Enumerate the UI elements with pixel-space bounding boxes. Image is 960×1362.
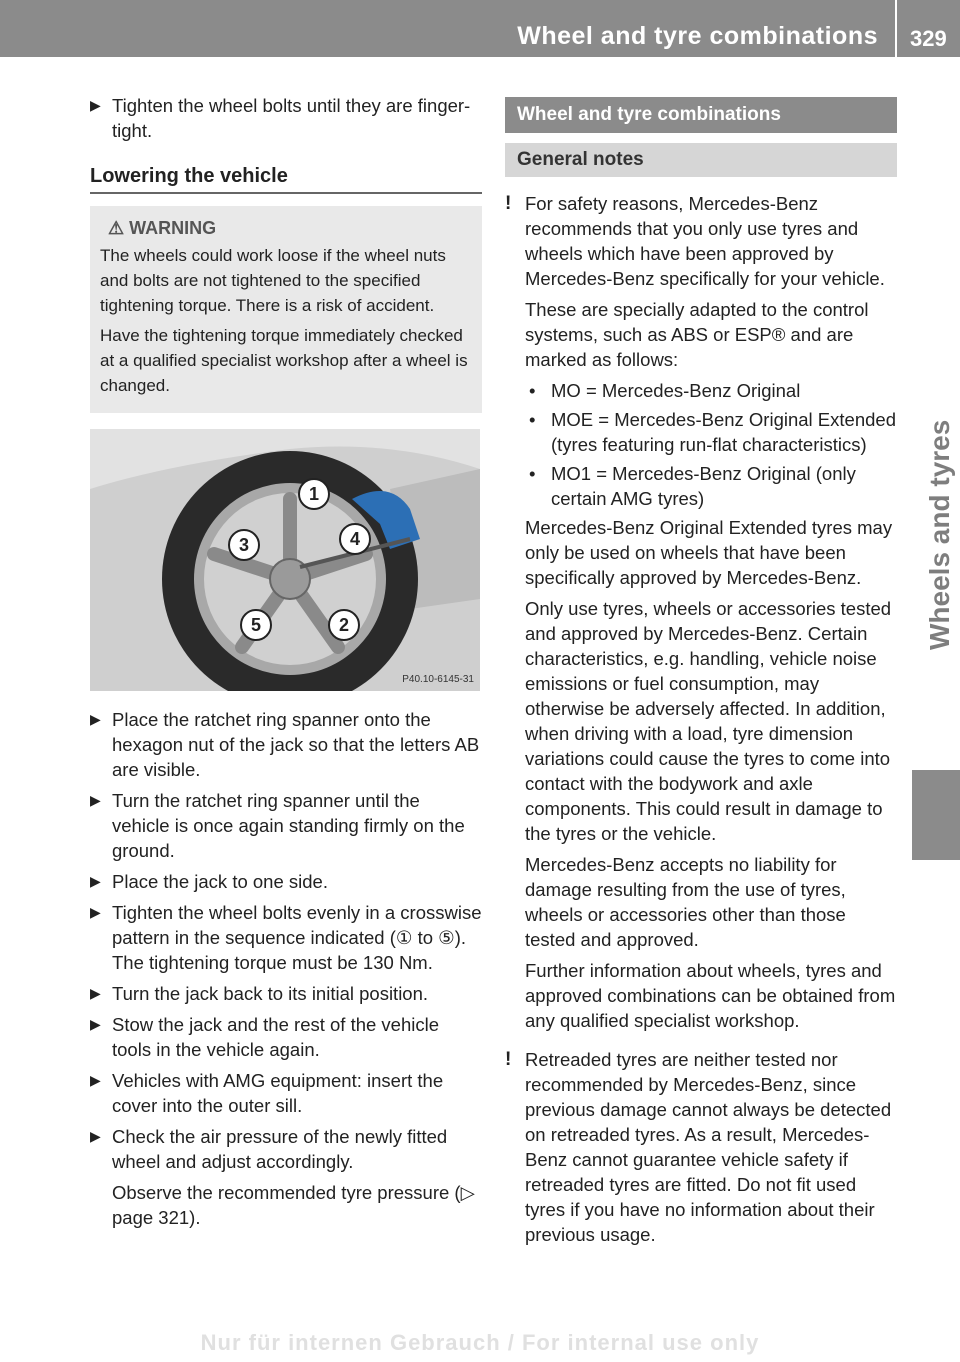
step-arrow-icon: ▶ xyxy=(90,904,101,920)
header-divider xyxy=(895,0,897,57)
note-paragraph: These are specially adapted to the control systems, such as ABS or ESP® and are marked as follows: xyxy=(525,299,869,370)
step-arrow-icon: ▶ xyxy=(90,1128,101,1144)
step-arrow-icon: ▶ xyxy=(90,97,101,113)
list-item: • MOE = Mercedes-Benz Original Extended (tyres featuring run-flat characteristics) xyxy=(529,409,896,455)
step-item: ▶ Vehicles with AMG equipment: insert the cover into the outer sill. xyxy=(90,1070,444,1116)
warning-text: The wheels could work loose if the wheel nuts and bolts are not tightened to the specified tightening torque. There is a risk of accident. xyxy=(100,246,446,315)
side-tab-label: Wheels and tyres xyxy=(924,419,955,650)
step-arrow-icon: ▶ xyxy=(90,985,101,1001)
step-item: ▶ Turn the jack back to its initial position. xyxy=(90,983,429,1004)
footer-watermark: Nur für internen Gebrauch / For internal use only xyxy=(200,1330,760,1355)
note-paragraph: Further information about wheels, tyres and approved combinations can be obtained from any qualified specialist workshop. xyxy=(525,960,896,1031)
step-arrow-icon: ▶ xyxy=(90,711,101,727)
warning-triangle-icon: ⚠ xyxy=(108,218,125,238)
bullet-icon: • xyxy=(529,409,536,430)
note-paragraph: Mercedes-Benz accepts no liability for damage resulting from the use of tyres, wheels or accessories other than those tested and approved. xyxy=(525,854,846,950)
observe-text: Observe the recommended tyre pressure (▷ page 321). xyxy=(112,1182,475,1228)
step-arrow-icon: ▶ xyxy=(90,792,101,808)
step-arrow-icon: ▶ xyxy=(90,1016,101,1032)
callout-4: 4 xyxy=(349,529,361,549)
step-item: ▶ Check the air pressure of the newly fitted wheel and adjust accordingly. xyxy=(90,1126,448,1172)
step-item xyxy=(90,93,482,143)
note-paragraph: Only use tyres, wheels or accessories tested and approved by Mercedes-Benz. Certain characteristics, e.g. handling, vehicle noise emissions or fuel consumption, may otherwise be adversely affected. In addition, when driving with a load, tyre dimension variations could cause the tyres to come into contact with the bodywork and axle components. This could result in damage to the tyres or the vehicle. xyxy=(525,598,892,844)
step-item: ▶ Place the jack to one side. xyxy=(90,871,328,892)
steps-list xyxy=(90,707,482,1230)
callout-5: 5 xyxy=(250,615,262,635)
caution-icon: ! xyxy=(505,193,512,214)
callout-3: 3 xyxy=(238,535,250,555)
bullet-icon: • xyxy=(529,380,536,401)
warning-advice: Have the tightening torque immediately checked at a qualified specialist workshop after a wheel is changed. xyxy=(100,326,468,395)
step-arrow-icon: ▶ xyxy=(90,1072,101,1088)
section-title: Wheel and tyre combinations xyxy=(505,97,897,133)
step-text: Tighten the wheel bolts until they are finger-tight. xyxy=(112,95,471,141)
step-item: ▶ Turn the ratchet ring spanner until the vehicle is once again standing firmly on the ground. xyxy=(90,790,465,861)
note-retreaded xyxy=(505,1047,897,1247)
left-column xyxy=(90,93,482,1236)
callout-2: 2 xyxy=(338,615,350,635)
step-item: ▶ Stow the jack and the rest of the vehicle tools in the vehicle again. xyxy=(90,1014,440,1060)
step-arrow-icon: ▶ xyxy=(90,873,101,889)
wheel-diagram xyxy=(90,429,480,691)
note-general xyxy=(505,191,897,1033)
warning-box xyxy=(90,206,482,413)
side-tab-block xyxy=(912,770,960,860)
step-item: ▶ Tighten the wheel bolts evenly in a crosswise pattern in the sequence indicated (① to ⑤). The tightening torque must be 130 Nm. xyxy=(90,902,482,973)
bullet-icon: • xyxy=(529,463,536,484)
figure-caption: P40.10-6145-31 xyxy=(402,674,474,685)
header-title: Wheel and tyre combinations xyxy=(517,22,878,50)
note-paragraph: Retreaded tyres are neither tested nor recommended by Mercedes-Benz, since previous damage cannot always be detected on retreaded tyres. As a result, Mercedes-Benz cannot guarantee vehicle safety if retreaded tyres are fitted. Do not fit used tyres if you have no information about their previous usage. xyxy=(525,1049,892,1245)
warning-title: ⚠ WARNING xyxy=(108,218,217,238)
right-column xyxy=(505,97,897,1253)
step-item: ▶ Place the ratchet ring spanner onto the hexagon nut of the jack so that the letters AB are visible. xyxy=(90,709,480,780)
list-item: • MO = Mercedes-Benz Original xyxy=(529,380,801,401)
page-header xyxy=(0,0,960,57)
section-heading-lowering: Lowering the vehicle xyxy=(90,165,482,194)
wheel-illustration xyxy=(90,429,480,691)
callout-1: 1 xyxy=(308,484,320,504)
page-number: 329 xyxy=(910,26,947,51)
list-item: • MO1 = Mercedes-Benz Original (only certain AMG tyres) xyxy=(529,463,856,509)
note-paragraph: Mercedes-Benz Original Extended tyres may only be used on wheels that have been specifically approved by Mercedes-Benz. xyxy=(525,517,893,588)
subsection-title: General notes xyxy=(505,143,897,177)
note-paragraph: For safety reasons, Mercedes-Benz recommends that you only use tyres and wheels which have been approved by Mercedes-Benz specifically for your vehicle. xyxy=(525,193,885,289)
caution-icon: ! xyxy=(505,1049,512,1070)
